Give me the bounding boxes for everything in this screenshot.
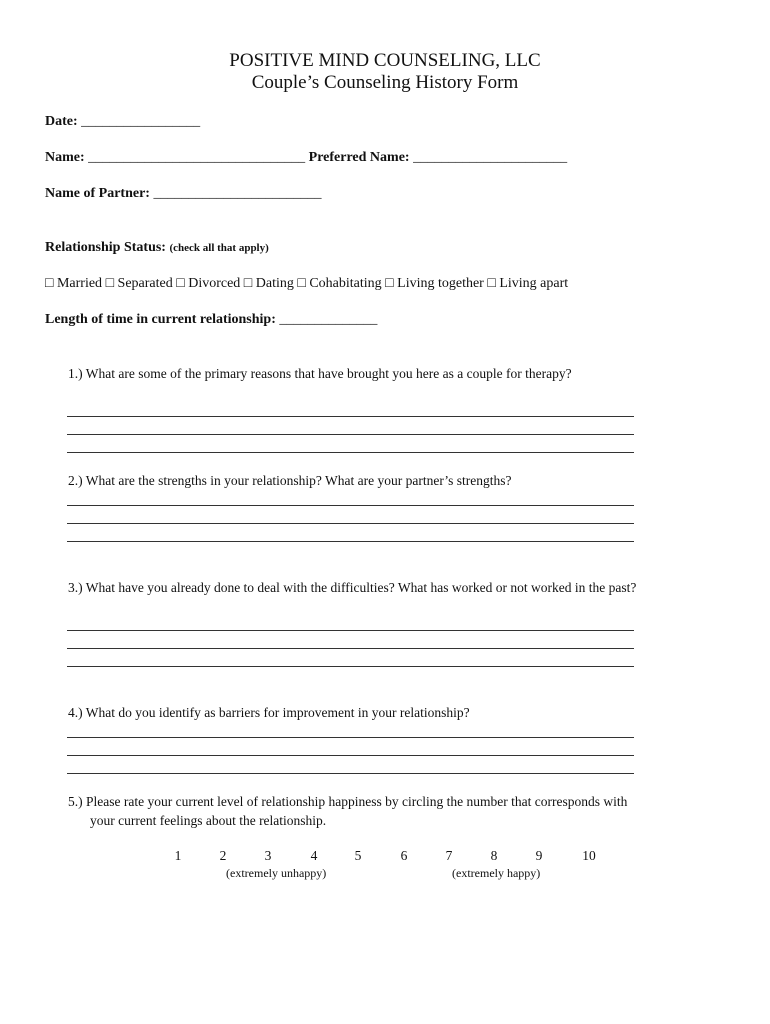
relationship-status-note: (check all that apply): [169, 242, 269, 254]
answer-line[interactable]: [67, 755, 634, 756]
checkbox-living-together[interactable]: □: [385, 276, 394, 291]
relationship-length-row: [45, 312, 377, 328]
question-5: 5.) Please rate your current level of relationship happiness by circling the number that corresponds with: [68, 794, 628, 809]
partner-name-label: Name of Partner:: [45, 186, 150, 201]
scale-number-4[interactable]: 4: [310, 848, 318, 863]
scale-number-2[interactable]: 2: [219, 848, 227, 863]
scale-number-10[interactable]: 10: [582, 848, 596, 863]
checkbox-separated[interactable]: □: [105, 276, 115, 291]
question-4: 4.) What do you identify as barriers for improvement in your relationship?: [68, 705, 470, 720]
scale-high-label: (extremely happy): [452, 866, 541, 880]
status-option-label: Living together: [397, 276, 484, 291]
date-row: [45, 114, 200, 130]
status-option-dating[interactable]: [244, 276, 294, 291]
preferred-name-field[interactable]: ______________________: [413, 150, 568, 165]
answer-line[interactable]: [67, 773, 634, 774]
scale-number-1[interactable]: 1: [174, 848, 182, 863]
answer-line[interactable]: [67, 505, 634, 506]
answer-line[interactable]: [67, 434, 634, 435]
scale-number-5[interactable]: 5: [354, 848, 362, 863]
status-option-married[interactable]: [45, 276, 102, 291]
status-option-label: Divorced: [188, 276, 241, 291]
company-name: POSITIVE MIND COUNSELING, LLC: [229, 50, 541, 71]
answer-line[interactable]: [67, 666, 634, 667]
preferred-name-label: Preferred Name:: [308, 150, 410, 165]
form-title: Couple’s Counseling History Form: [251, 72, 519, 93]
date-field[interactable]: _________________: [81, 114, 201, 129]
answer-line[interactable]: [67, 416, 634, 417]
question-5-continued: your current feelings about the relationship.: [90, 813, 327, 828]
relationship-length-label: Length of time in current relationship:: [45, 312, 276, 327]
name-field[interactable]: _______________________________: [88, 150, 306, 165]
answer-line[interactable]: [67, 648, 634, 649]
status-option-label: Separated: [117, 276, 173, 291]
question-2: 2.) What are the strengths in your relationship? What are your partner’s strengths?: [68, 473, 512, 488]
answer-line[interactable]: [67, 630, 634, 631]
relationship-status-label: Relationship Status:: [45, 240, 166, 255]
scale-number-6[interactable]: 6: [400, 848, 408, 863]
checkbox-divorced[interactable]: □: [176, 276, 185, 291]
relationship-status-options: [45, 276, 568, 292]
answer-line[interactable]: [67, 452, 634, 453]
name-row: [45, 150, 567, 166]
scale-number-3[interactable]: 3: [264, 848, 272, 863]
scale-low-label: (extremely unhappy): [226, 866, 327, 880]
scale-number-9[interactable]: 9: [535, 848, 543, 863]
status-option-living-apart[interactable]: [487, 276, 568, 291]
status-option-divorced[interactable]: [176, 276, 240, 291]
answer-line[interactable]: [67, 523, 634, 524]
question-1: 1.) What are some of the primary reasons that have brought you here as a couple for therapy?: [68, 366, 572, 381]
date-label: Date:: [45, 114, 78, 129]
scale-number-8[interactable]: 8: [490, 848, 498, 863]
name-label: Name:: [45, 150, 85, 165]
partner-name-field[interactable]: ________________________: [153, 186, 322, 201]
relationship-status-heading: [45, 240, 269, 256]
status-option-living-together[interactable]: [385, 276, 484, 291]
partner-row: [45, 186, 321, 202]
status-option-separated[interactable]: [106, 276, 173, 291]
status-option-label: Living apart: [499, 276, 569, 291]
checkbox-cohabitating[interactable]: □: [297, 276, 306, 291]
status-option-label: Married: [56, 276, 103, 291]
question-3: 3.) What have you already done to deal with the difficulties? What has worked or not worked in the past?: [68, 580, 637, 595]
status-option-label: Dating: [255, 276, 294, 291]
status-option-cohabitating[interactable]: [297, 276, 381, 291]
checkbox-married[interactable]: □: [45, 276, 54, 291]
scale-number-7[interactable]: 7: [445, 848, 453, 863]
relationship-length-field[interactable]: ______________: [279, 312, 378, 327]
checkbox-dating[interactable]: □: [243, 276, 253, 291]
answer-line[interactable]: [67, 541, 634, 542]
status-option-label: Cohabitating: [309, 276, 382, 291]
answer-line[interactable]: [67, 737, 634, 738]
checkbox-living-apart[interactable]: □: [487, 276, 496, 291]
